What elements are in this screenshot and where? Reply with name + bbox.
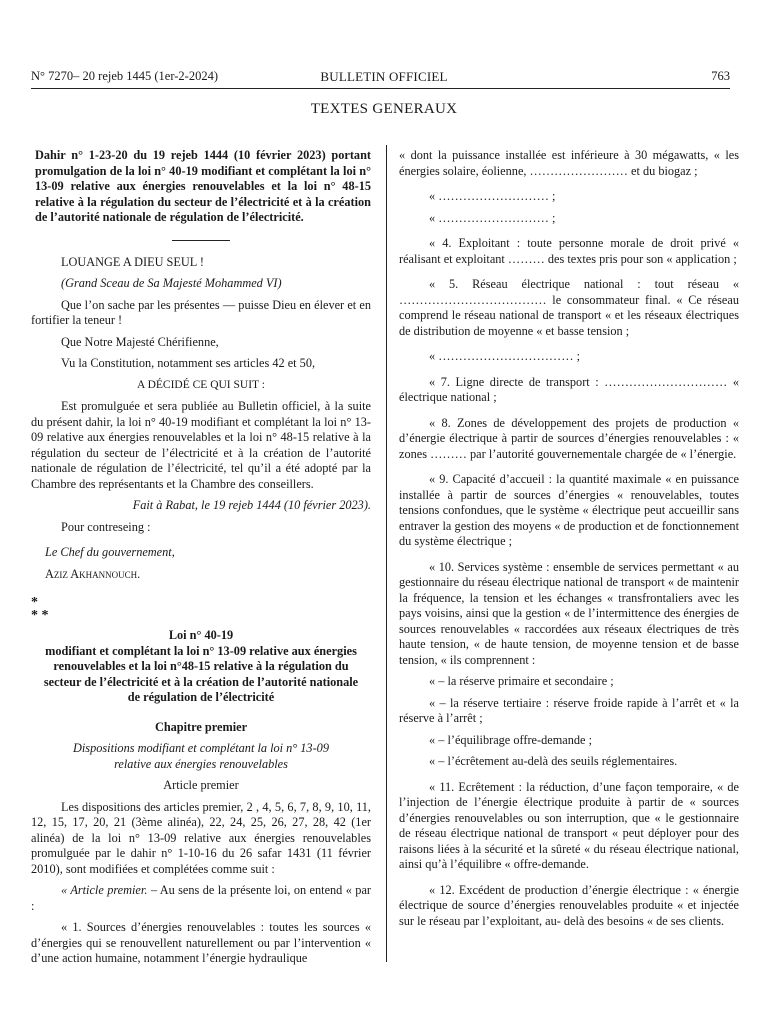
preamble-majeste: Que Notre Majesté Chérifienne, bbox=[61, 334, 219, 349]
list-item: « – l’équilibrage offre-demande ; bbox=[429, 732, 592, 747]
header-rule bbox=[31, 88, 730, 89]
definition-1: « 1. Sources d’énergies renouvelables : toutes les sources « d’énergies qui se renouvellent naturellement ou par l’intervention « d’une action humaine, notamment l’énergie hydraulique bbox=[31, 920, 371, 965]
list-item: « – la réserve tertiaire : réserve froide rapide à l’arrêt et « la réserve à l’arrêt ; bbox=[399, 695, 739, 725]
definition-2-elided: « ……………………… ; bbox=[429, 189, 556, 203]
article-intro-text: – Au sens de la présente loi, on entend « par : bbox=[31, 883, 372, 913]
signature-date: Fait à Rabat, le 19 rejeb 1444 (10 février 2023). bbox=[132, 498, 371, 512]
loi-title: modifiant et complétant la loi n° 13-09 relative aux énergies renouvelables et la loi n°48-15 relative à la régulation du secteur de l’électricité et à la création de l’autorité nationale de régulation de l’électricité bbox=[43, 643, 359, 704]
preamble-constitution: Vu la Constitution, notamment ses articles 42 et 50, bbox=[61, 356, 316, 370]
definition-6-elided: « …………………………… ; bbox=[429, 349, 580, 363]
article-heading: Article premier bbox=[163, 778, 239, 792]
article-definition-intro bbox=[31, 883, 371, 914]
article-paragraph: Les dispositions des articles premier, 2 , 4, 5, 6, 7, 8, 9, 10, 11, 12, 15, 17, 20, 21 (3ème alinéa), 22, 24, 25, 26, 27, 28, 42 (1er alinéa) de la loi n° 13-09 relative aux énergies renouvelables promulguée par le dahir n° 1-10-16 du 26 safar 1431 (11 février 2010), sont modifiées et complétées comme suit : bbox=[31, 799, 371, 876]
definition-11: « 11. Ecrêtement : la réduction, d’une façon temporaire, « de l’injection de l’énergie électrique produite à partir de « sources d’énergies renouvelables ou son interruption, que « le gestionnaire de réseau électrique national de transport « peut déployer pour des raisons liées à la sécurité et la sûreté « du réseau électrique national, ainsi qu’à l’équilibre « offre-demande. bbox=[399, 779, 739, 871]
chef-gouvernement: Le Chef du gouvernement, bbox=[45, 545, 175, 559]
separator-star-top: * bbox=[31, 595, 38, 610]
article-label: « Article premier. bbox=[61, 883, 148, 897]
louange: LOUANGE A DIEU SEUL ! bbox=[61, 254, 204, 269]
column-separator bbox=[386, 145, 387, 962]
promulgation-text: Est promulguée et sera publiée au Bulletin officiel, à la suite du présent dahir, la loi n° 40-19 modifiant et complétant la loi n° 13-09 relative aux énergies renouvelables et la loi n° 48-15 relative à la régulation du secteur de l’électricité et à la création de l’autorité nationale de régulation de l’électricité, tel qu’il a été adopté par la Chambre des représentants et la Chambre des conseillers. bbox=[31, 399, 371, 491]
chapter-subtitle: Dispositions modifiant et complétant la loi n° 13-09 relative aux énergies renouvelables bbox=[73, 741, 329, 771]
dahir-title: Dahir n° 1-23-20 du 19 rejeb 1444 (10 février 2023) portant promulgation de la loi n° 40-19 modifiant et complétant la loi n° 13-09 relative aux énergies renouvelables et la loi n° 48-15 relative à la régulation du secteur de l’électricité et à la création de l’autorité nationale de régulation de l’électricité. bbox=[35, 148, 371, 224]
definition-5: « 5. Réseau électrique national : tout réseau « ……………………………… le consommateur final. « Ce réseau comprend le réseau national de transport « et les réseaux électriques de distribution de moyenne « et basse tension ; bbox=[399, 277, 739, 338]
promulgation-paragraph bbox=[31, 399, 371, 492]
signataire: Aziz Akhannouch. bbox=[45, 566, 141, 581]
left-column bbox=[31, 148, 371, 967]
preamble-paragraph: Que l’on sache par les présentes — puisse Dieu en élever et en fortifier la teneur ! bbox=[31, 297, 371, 327]
right-column bbox=[399, 148, 739, 929]
title-rule bbox=[172, 240, 230, 241]
publication-title: BULLETIN OFFICIEL bbox=[320, 69, 448, 84]
list-item: « – la réserve primaire et secondaire ; bbox=[429, 674, 614, 688]
page-header bbox=[31, 69, 737, 85]
contreseing: Pour contreseing : bbox=[61, 519, 151, 534]
definition-8: « 8. Zones de développement des projets de production « d’énergie électrique à partir de sources d’énergies renouvelables : « zones ……… par l’autorité gouvernementale chargée de « l’énergie. bbox=[399, 415, 739, 461]
loi-number: Loi n° 40-19 bbox=[168, 628, 234, 642]
definition-7: « 7. Ligne directe de transport : ………………………… « électrique national ; bbox=[399, 374, 739, 404]
grand-sceau: (Grand Sceau de Sa Majesté Mohammed VI) bbox=[61, 276, 282, 290]
definition-12: « 12. Excédent de production d’énergie électrique : « énergie électrique de source d’énergies renouvelables produite « et injectée sur le réseau par l’exploitant, au- delà des besoins « de ses clients. bbox=[399, 882, 739, 928]
decision-heading: A DÉCIDÉ CE QUI SUIT : bbox=[137, 378, 265, 391]
issue-reference: N° 7270– 20 rejeb 1445 (1er-2-2024) bbox=[31, 69, 218, 83]
page-number: 763 bbox=[711, 69, 730, 83]
separator-star-bottom: * * bbox=[31, 608, 49, 623]
chapter-heading: Chapitre premier bbox=[154, 719, 248, 734]
definition-9: « 9. Capacité d’accueil : la quantité maximale « en puissance installée à partir de sources d’énergies « renouvelables, toutes tensions confondues, que le système « électrique peut accueillir sans entraver la gestion des moyens « de production et de fonctionnement du système électrique ; bbox=[399, 472, 739, 548]
definition-3-elided: « ……………………… ; bbox=[429, 210, 556, 225]
list-item: « – l’écrêtement au-delà des seuils réglementaires. bbox=[429, 754, 678, 768]
definition-10: « 10. Services système : ensemble de services permettant « au gestionnaire du réseau électrique national de transport « de maintenir la fréquence, la tension et les échanges « transfrontaliers avec les pays voisins, ainsi que la gestion « de l’intermittence des énergies de sources renouvelables « raccordées aux réseaux électriques de très haute tension, « de haute tension, de moyenne tension et de basse tension, « ils comprennent : bbox=[399, 559, 739, 667]
section-title: TEXTES GENERAUX bbox=[310, 101, 458, 117]
definition-1-continued: « dont la puissance installée est inférieure à 30 mégawatts, « les énergies solaire, éolienne, …………………… et du biogaz ; bbox=[399, 148, 739, 178]
definition-4: « 4. Exploitant : toute personne morale de droit privé « réalisant et exploitant ……… des textes pris pour son « application ; bbox=[399, 236, 739, 266]
